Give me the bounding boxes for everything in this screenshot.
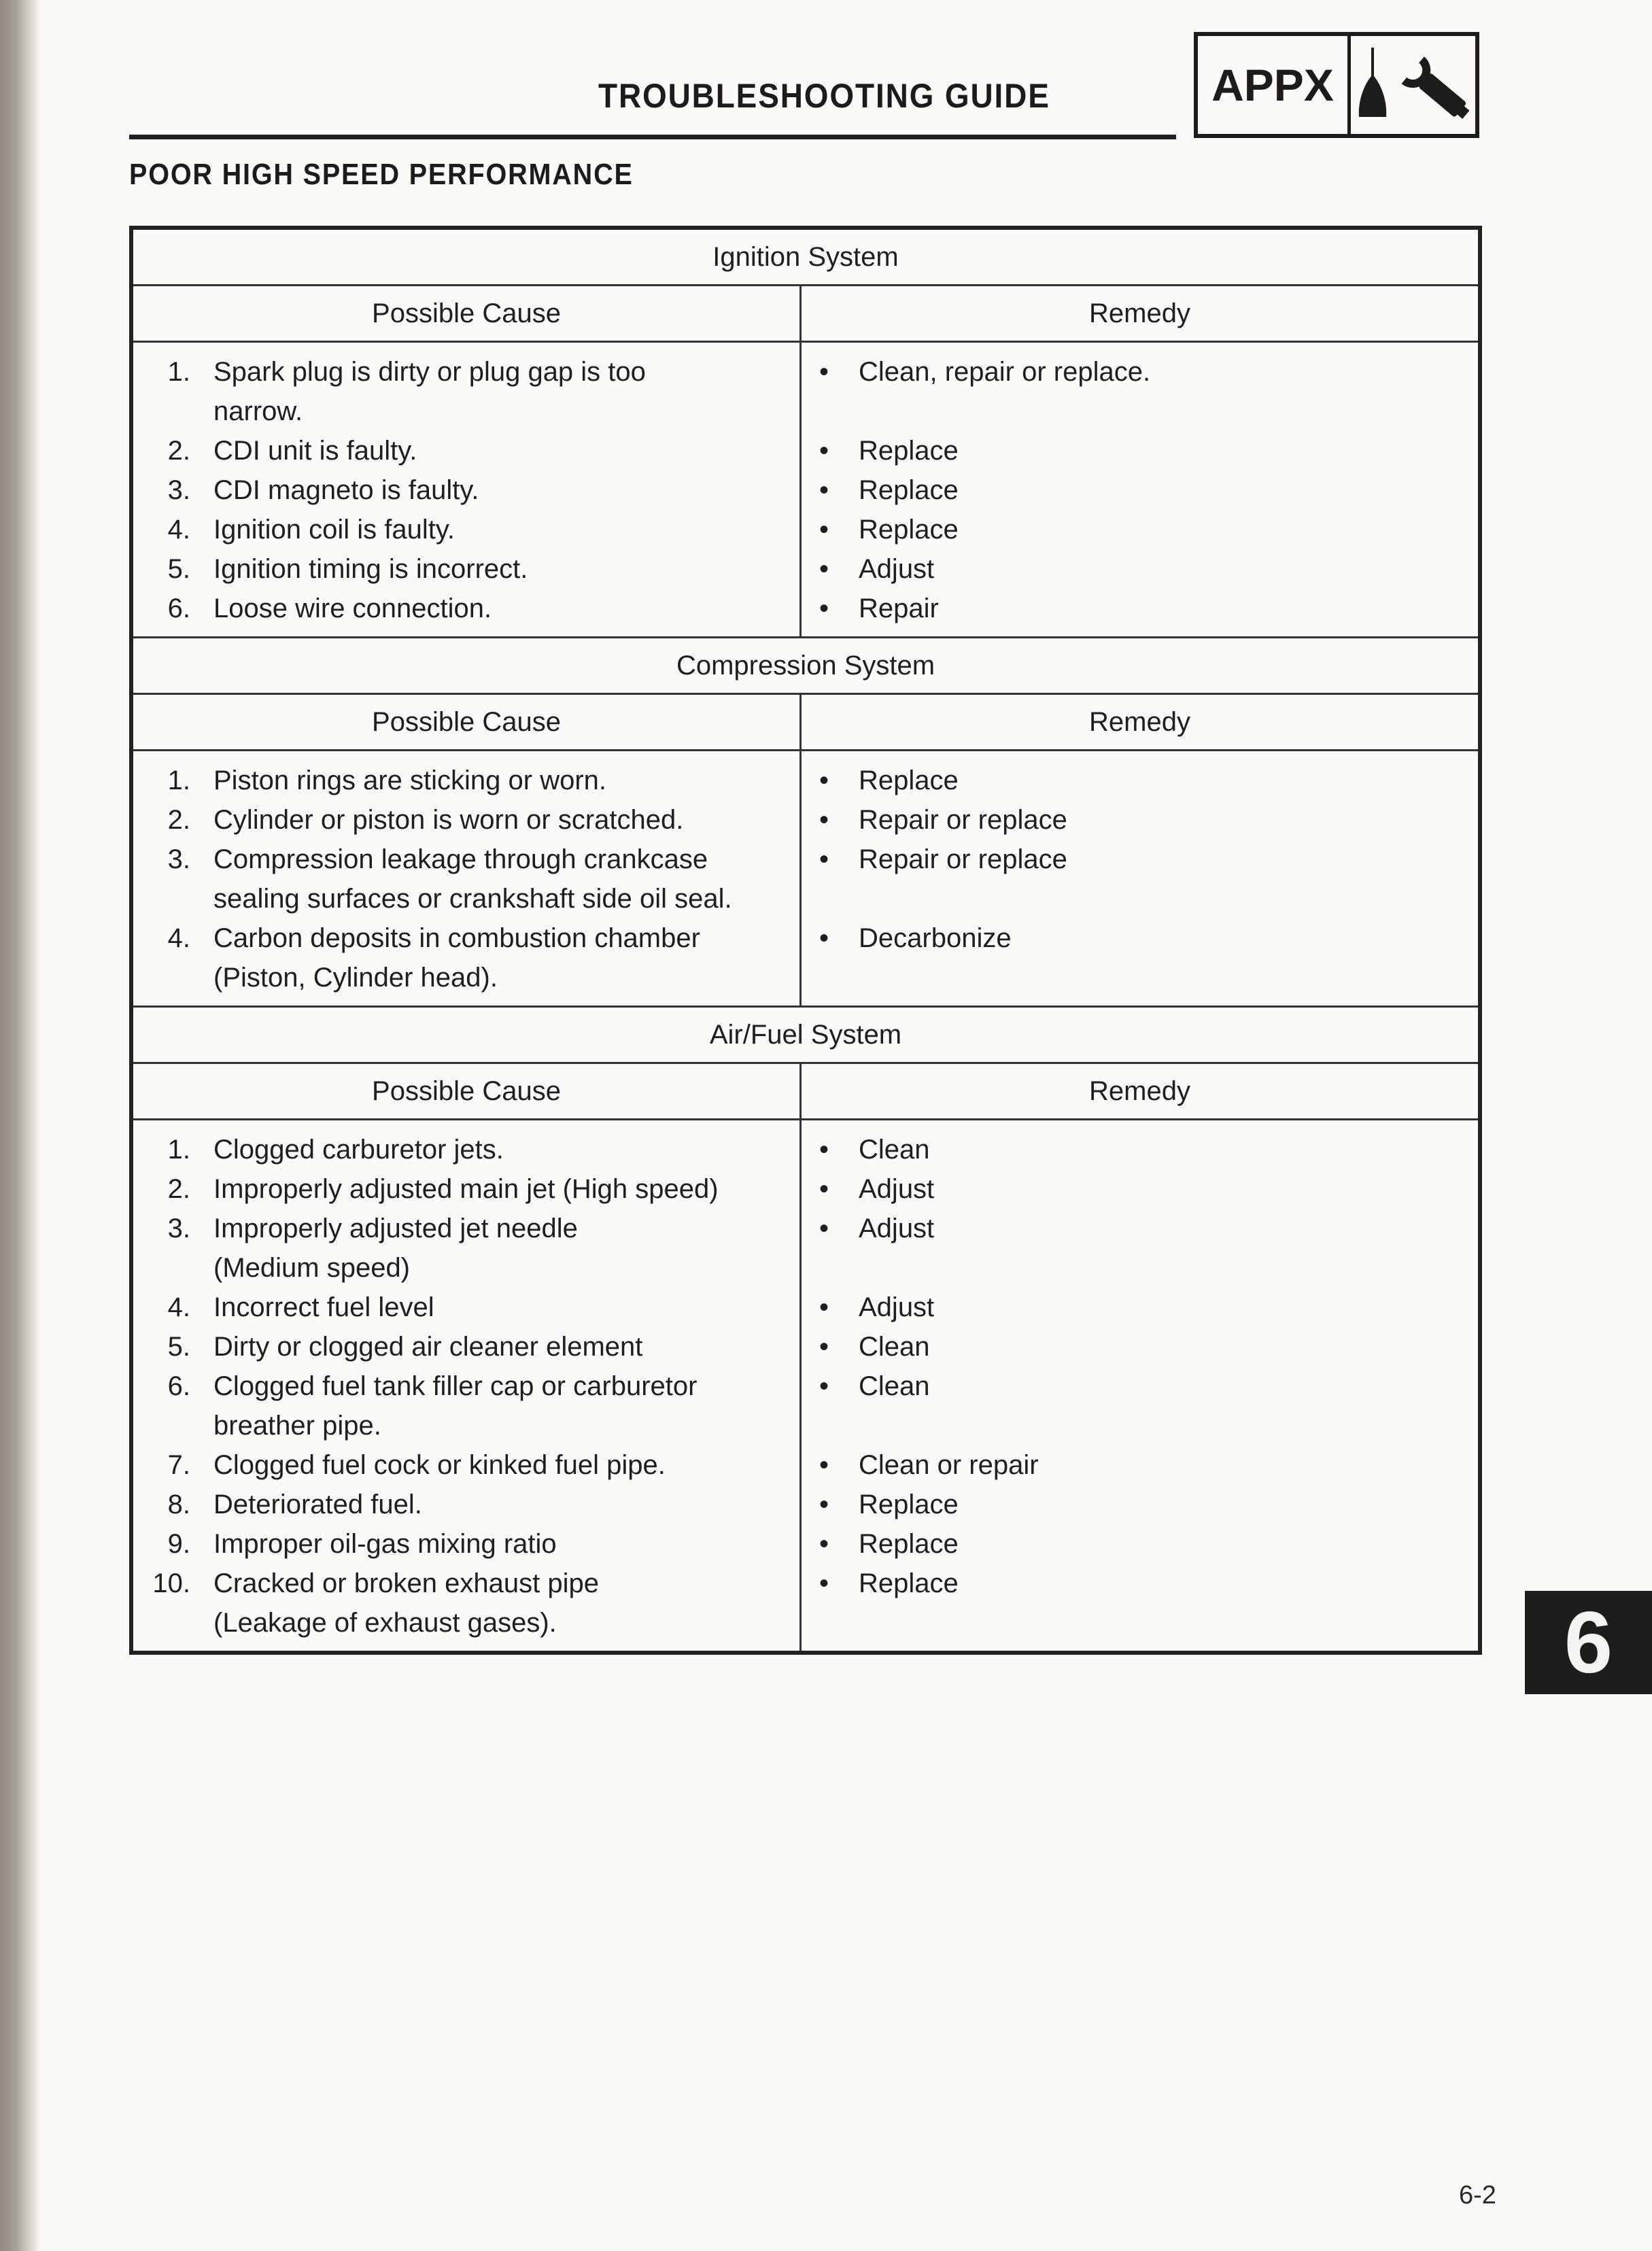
system-section [133,1008,1478,1651]
cause-text: Improper oil-gas mixing ratio [213,1529,557,1559]
remedy-item [802,589,1478,628]
cause-line [133,1130,799,1169]
remedy-item [802,1288,1478,1327]
remedy-text: Clean [859,1332,930,1362]
remedy-spacer [802,1406,1478,1445]
remedy-item [802,800,1478,840]
bullet-icon: • [819,436,829,466]
cause-text: Spark plug is dirty or plug gap is too [213,357,646,387]
system-header: Ignition System [133,230,1478,286]
remedy-text: Replace [859,1490,959,1519]
cause-line [133,879,799,918]
cause-number: 3. [167,1214,190,1243]
remedy-spacer [802,1248,1478,1288]
cause-number: 4. [167,923,190,953]
cause-text: Deteriorated fuel. [213,1490,422,1519]
cause-number: 10. [152,1568,190,1598]
remedy-item [802,761,1478,800]
bullet-icon: • [819,515,829,545]
bullet-icon: • [819,1568,829,1598]
cause-text: Improperly adjusted main jet (High speed) [213,1174,719,1204]
remedy-text: Replace [859,475,959,505]
appendix-label: APPX [1198,36,1351,134]
cause-number: 2. [167,1174,190,1204]
cause-list [133,751,802,1006]
cause-line [133,352,799,392]
remedy-list [802,1120,1478,1651]
remedy-text: Adjust [859,1292,935,1322]
cause-text: Carbon deposits in combustion chamber [213,923,700,953]
cause-number [133,879,213,918]
cause-text: breather pipe. [213,1411,381,1441]
cause-number: 7. [167,1450,190,1480]
cause-number: 4. [167,515,190,545]
bullet-icon: • [819,475,829,505]
remedy-spacer [802,958,1478,997]
cause-number [133,1248,213,1288]
cause-number: 1. [167,357,190,387]
cause-text: Clogged carburetor jets. [213,1135,504,1165]
cause-line [133,958,799,997]
remedy-text: Adjust [859,1214,935,1243]
system-body [133,751,1478,1008]
possible-cause-header: Possible Cause [133,286,802,341]
cause-text: (Piston, Cylinder head). [213,963,498,993]
cause-line [133,1367,799,1406]
possible-cause-header: Possible Cause [133,1064,802,1118]
remedy-list [802,751,1478,1006]
cause-text: Ignition coil is faulty. [213,515,455,545]
remedy-text: Decarbonize [859,923,1012,953]
remedy-spacer [802,879,1478,918]
cause-line [133,431,799,470]
remedy-spacer [802,1603,1478,1643]
system-section [133,230,1478,638]
remedy-text: Replace [859,766,959,795]
system-section [133,638,1478,1008]
cause-number: 1. [167,766,190,795]
bullet-icon: • [819,766,829,795]
cause-number: 3. [167,475,190,505]
cause-text: Compression leakage through crankcase [213,844,708,874]
cause-line [133,1445,799,1485]
cause-number: 5. [167,1332,190,1362]
remedy-text: Clean or repair [859,1450,1039,1480]
section-title: POOR HIGH SPEED PERFORMANCE [129,158,634,191]
troubleshooting-table [129,226,1482,1655]
bullet-icon: • [819,594,829,623]
bullet-icon: • [819,1135,829,1165]
bullet-icon: • [819,554,829,584]
remedy-item [802,470,1478,510]
bullet-icon: • [819,1450,829,1480]
remedy-item [802,1327,1478,1367]
remedy-item [802,1445,1478,1485]
cause-line [133,800,799,840]
cause-text: Cracked or broken exhaust pipe [213,1568,599,1598]
cause-text: (Leakage of exhaust gases). [213,1608,557,1638]
system-body [133,1120,1478,1651]
cause-line [133,1406,799,1445]
remedy-text: Replace [859,1529,959,1559]
bullet-icon: • [819,1332,829,1362]
header-divider [129,135,1176,139]
remedy-item [802,1485,1478,1524]
system-header: Air/Fuel System [133,1008,1478,1064]
cause-text: (Medium speed) [213,1253,411,1283]
cause-number: 2. [167,436,190,466]
cause-number: 4. [167,1292,190,1322]
remedy-text: Repair or replace [859,805,1067,835]
cause-line [133,1248,799,1288]
cause-number [133,1603,213,1643]
cause-number: 6. [167,1371,190,1401]
cause-text: Clogged fuel tank filler cap or carburetor [213,1371,698,1401]
cause-line [133,510,799,549]
cause-text: Cylinder or piston is worn or scratched. [213,805,684,835]
remedy-text: Clean, repair or replace. [859,357,1151,387]
bullet-icon: • [819,1174,829,1204]
cause-list [133,343,802,636]
remedy-text: Repair [859,594,939,623]
column-header-row [133,286,1478,343]
system-body [133,343,1478,638]
column-header-row [133,695,1478,751]
cause-text: Dirty or clogged air cleaner element [213,1332,643,1362]
remedy-header: Remedy [1089,1076,1190,1106]
system-header: Compression System [133,638,1478,695]
cause-text: CDI magneto is faulty. [213,475,479,505]
bullet-icon: • [819,1490,829,1519]
cause-number: 2. [167,805,190,835]
cause-text: CDI unit is faulty. [213,436,417,466]
bullet-icon: • [819,1371,829,1401]
remedy-text: Replace [859,515,959,545]
cause-text: Improperly adjusted jet needle [213,1214,578,1243]
remedy-text: Clean [859,1135,930,1165]
cause-number: 8. [167,1490,190,1519]
cause-line [133,1603,799,1643]
bullet-icon: • [819,1529,829,1559]
page-number: 6-2 [1459,2181,1496,2210]
cause-line [133,392,799,431]
remedy-item [802,1564,1478,1603]
cause-text: Piston rings are sticking or worn. [213,766,607,795]
remedy-item [802,1169,1478,1209]
cause-line [133,470,799,510]
remedy-text: Replace [859,1568,959,1598]
cause-line [133,1485,799,1524]
cause-line [133,549,799,589]
appendix-tab-box [1194,32,1479,138]
cause-line [133,840,799,879]
remedy-text: Repair or replace [859,844,1067,874]
column-header-row [133,1064,1478,1120]
remedy-item [802,840,1478,879]
remedy-spacer [802,392,1478,431]
scan-binding-shadow [0,0,41,2251]
cause-list [133,1120,802,1651]
remedy-text: Replace [859,436,959,466]
bullet-icon: • [819,1292,829,1322]
cause-number: 1. [167,1135,190,1165]
cause-line [133,589,799,628]
possible-cause-header: Possible Cause [133,695,802,749]
bullet-icon: • [819,805,829,835]
chapter-tab: 6 [1525,1591,1652,1694]
bullet-icon: • [819,357,829,387]
remedy-item [802,549,1478,589]
cause-text: Clogged fuel cock or kinked fuel pipe. [213,1450,666,1480]
remedy-text: Clean [859,1371,930,1401]
cause-line [133,1209,799,1248]
bullet-icon: • [819,844,829,874]
remedy-list [802,343,1478,636]
remedy-item [802,431,1478,470]
remedy-item [802,352,1478,392]
cause-number: 9. [167,1529,190,1559]
cause-text: Loose wire connection. [213,594,492,623]
cause-line [133,1327,799,1367]
remedy-item [802,1367,1478,1406]
cause-text: Ignition timing is incorrect. [213,554,528,584]
cause-line [133,1169,799,1209]
cause-line [133,918,799,958]
cause-number [133,392,213,431]
remedy-header: Remedy [1089,706,1190,737]
oiler-and-micrometer-icon [1351,36,1475,134]
remedy-text: Adjust [859,554,935,584]
remedy-text: Adjust [859,1174,935,1204]
cause-line [133,1524,799,1564]
remedy-item [802,918,1478,958]
cause-number [133,1406,213,1445]
cause-number: 3. [167,844,190,874]
cause-line [133,1564,799,1603]
bullet-icon: • [819,1214,829,1243]
cause-number: 6. [167,594,190,623]
cause-text: sealing surfaces or crankshaft side oil seal. [213,884,732,914]
cause-number [133,958,213,997]
remedy-item [802,1130,1478,1169]
cause-text: Incorrect fuel level [213,1292,434,1322]
remedy-item [802,510,1478,549]
cause-line [133,1288,799,1327]
cause-line [133,761,799,800]
page-header-title: TROUBLESHOOTING GUIDE [598,77,1050,115]
remedy-header: Remedy [1089,298,1190,328]
cause-text: narrow. [213,396,303,426]
remedy-item [802,1524,1478,1564]
bullet-icon: • [819,923,829,953]
cause-number: 5. [167,554,190,584]
remedy-item [802,1209,1478,1248]
